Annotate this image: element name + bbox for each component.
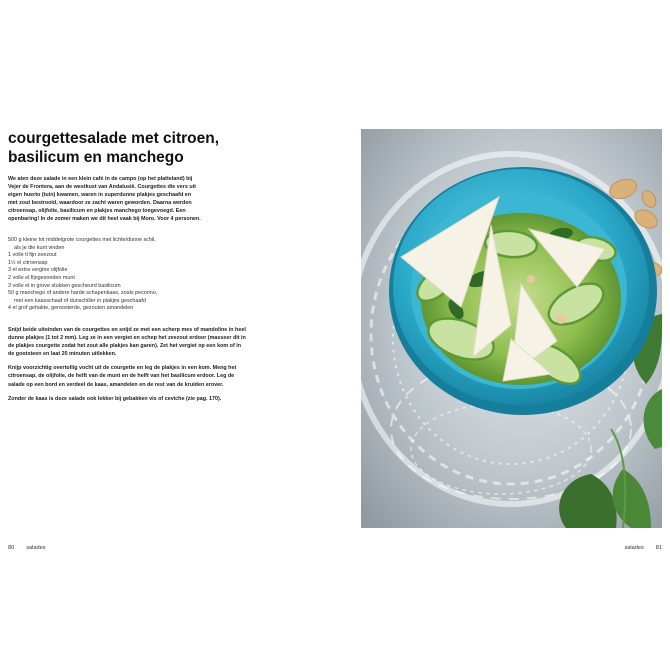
intro-line: We aten deze salade in een klein café in de campo (op het platteland) bij (8, 176, 193, 182)
salad-bowl-illustration (361, 129, 662, 528)
method-paragraph: Zonder de kaas is deze salade ook lekker bij gebakken vis of ceviche (zie pag. 170). (8, 395, 222, 402)
ingredient-item: 2 volle el fijngesneden munt (8, 274, 75, 281)
salad-photo (361, 129, 662, 528)
ingredient-item: 3 el extra vergine olijfolie (8, 267, 68, 274)
ingredient-item: met een kaasschaaf of dunschiller in plakjes geschaafd (14, 297, 146, 304)
ingredient-item: 500 g kleine tot middelgrote courgettes met lichte/dunne schil, (8, 237, 156, 243)
recipe-title-line-2: basilicum en manchego (8, 149, 184, 166)
folio-right (624, 545, 662, 551)
ingredient-item: 1 volle tl fijn zeezout (8, 252, 57, 259)
method-paragraph: Knijp voorzichtig overtollig vocht uit de courgette en leg de plakjes in een kom. Meng het citroensap, de olijfolie, de helft van de munt en de helft van het basilicum erdoor. Leg de salade op een bord en verdeel de kaas, amandelen en de rest van de kruiden erover. (8, 365, 237, 388)
page-number: 80 (8, 545, 15, 551)
ingredient-list (8, 237, 240, 313)
method-paragraph: Snijd beide uiteinden van de courgettes en snijd ze met een scherp mes of mandoline in heel dunne plakjes (1 tot 2 mm). Leg ze in een vergiet en schep het zeezout erdoor (masseer dit in de plakjes courgette zodat het zout alle plakjes kan garen). Zet het vergiet op een kom of in de gootsteen en laat 20 minuten uitlekken. (8, 327, 246, 358)
intro-line: openbaring! In de zomer maken we dit heel vaak bij Moro. Voor 4 personen. (8, 216, 201, 223)
ingredient-item: 50 g manchego of andere harde schapenkaas, zoals pecorino, (8, 290, 158, 297)
page-number: 81 (655, 545, 662, 551)
method-steps (8, 326, 246, 409)
intro-line: citroensap, olijfolie, basilicum en plakjes manchego toegevoegd. Een (8, 208, 186, 215)
section-name: salades (26, 545, 46, 551)
section-name: salades (624, 545, 644, 551)
intro-line: eigen huerto (tuin) kwamen, waren in superdunne plakjes geschaafd en (8, 192, 192, 199)
recipe-title-line-1: courgettesalade met citroen, (8, 130, 220, 147)
ingredient-item: 3 volle el in grove stukken gescheurd basilicum (8, 282, 121, 289)
ingredient-item: 4 el grof gehakte, geroosterde, gezouten amandelen (8, 305, 134, 312)
folio-left (8, 545, 46, 551)
ingredient-item: 1½ el citroensap (8, 259, 48, 266)
intro-line: Vejer de Frontera, aan de westkust van Andalusië. Courgettes die vers uit (8, 184, 196, 191)
recipe-intro (8, 175, 240, 224)
ingredient-item: als je die kunt vinden (14, 244, 65, 251)
intro-line: met zout bestrooid, waardoor ze zacht waren geworden. Daarna werden (8, 200, 192, 207)
recipe-title (8, 129, 328, 167)
